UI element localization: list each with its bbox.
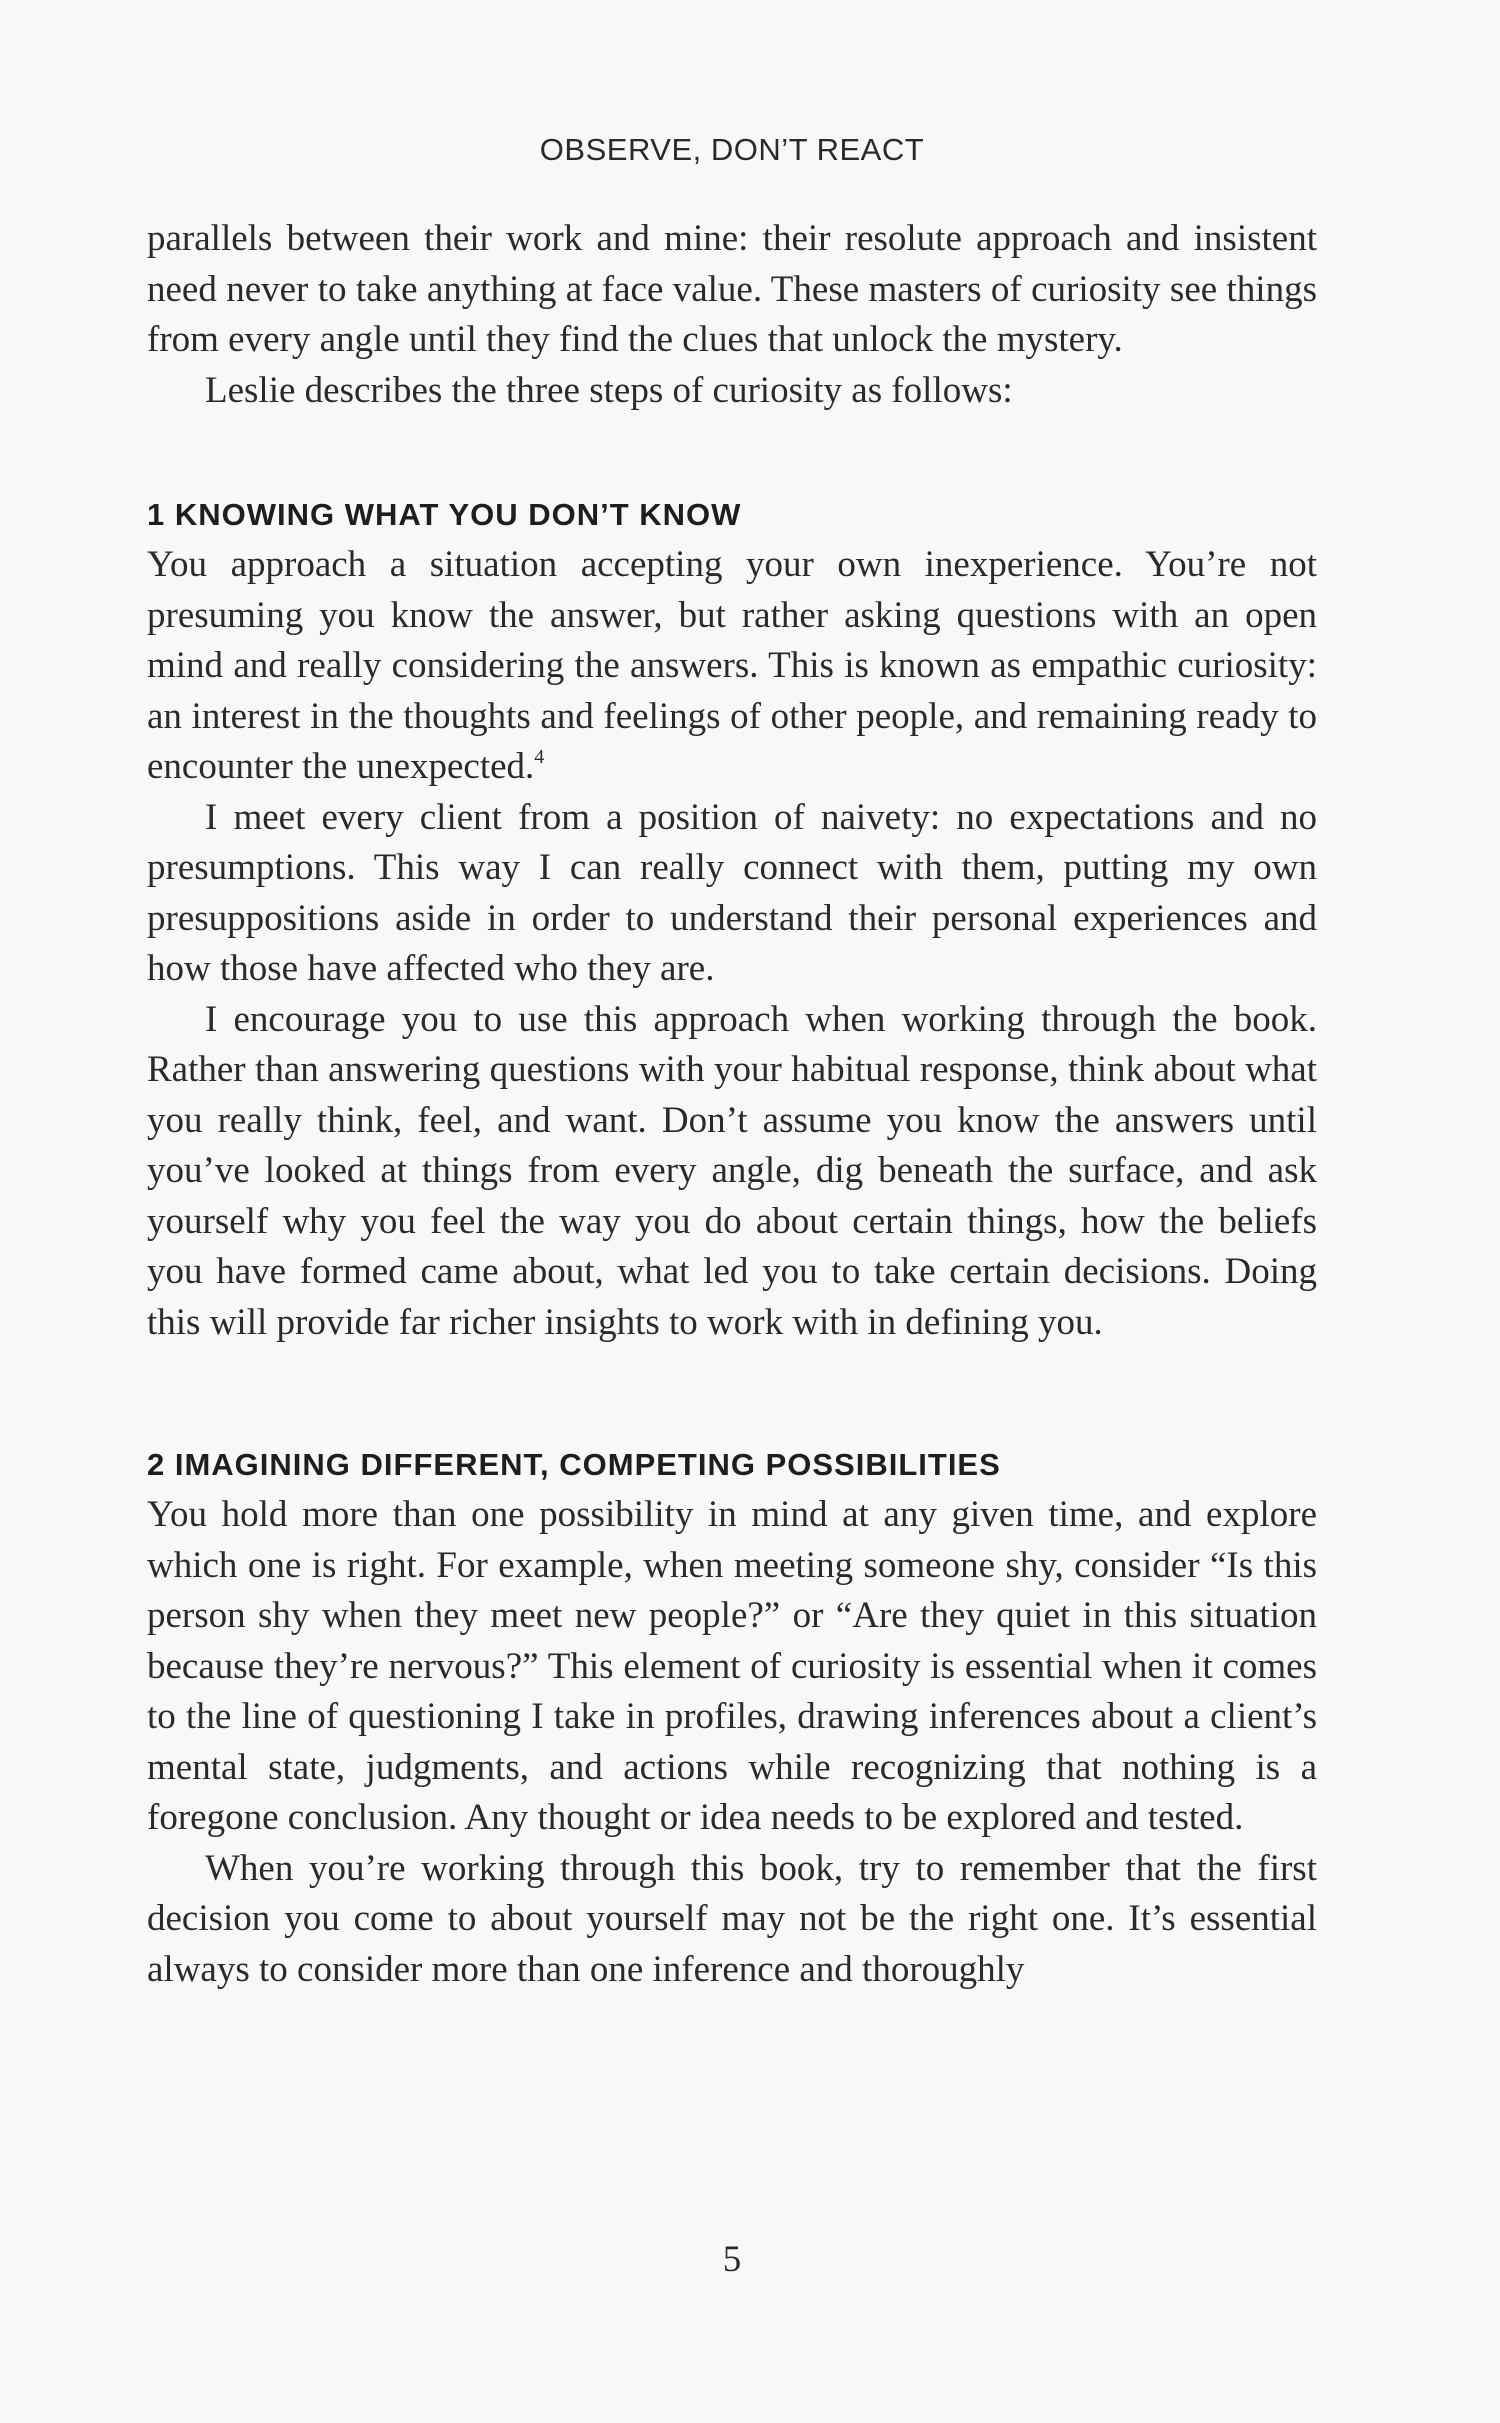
section-1-paragraph-2: I meet every client from a position of naivety: no expectations and no presumptions. This way I can really connect with them, putting my own presuppositions aside in order to understand their personal experiences and how those have affected who they are.	[147, 796, 1317, 989]
book-page	[147, 0, 1317, 2423]
section-1	[147, 490, 1317, 1348]
section-1-paragraph-1	[147, 540, 1317, 793]
page-number: 5	[722, 2239, 742, 2280]
intro-paragraph-2: Leslie describes the three steps of curiosity as follows:	[205, 369, 1013, 411]
section-2-paragraph-1: You hold more than one possibility in mind at any given time, and explore which one is right. For example, when meeting someone shy, consider “Is this person shy when they meet new people?” or “Are they quiet in this situation because they’re nervous?” This element of curiosity is essential when it comes to the line of questioning I take in profiles, drawing inferences about a client’s mental state, judgments, and actions while recognizing that nothing is a foregone conclusion. Any thought or idea needs to be explored and tested.	[147, 1494, 1317, 1838]
footnote-marker: 4	[534, 746, 545, 768]
section-2	[147, 1440, 1317, 1995]
section-1-heading: 1 KNOWING WHAT YOU DON’T KNOW	[147, 497, 742, 532]
section-1-paragraph-3: I encourage you to use this approach when working through the book. Rather than answering questions with your habitual response, think about what you really think, feel, and want. Don’t assume you know the answers until you’ve looked at things from every angle, dig beneath the surface, and ask yourself why you feel the way you do about certain things, how the beliefs you have formed came about, what led you to take certain decisions. Doing this will provide far richer insights to work with in defining you.	[147, 998, 1317, 1343]
body-text	[147, 214, 1317, 1995]
section-1-paragraph-1-text: You approach a situation accepting your own inexperience. You’re not presuming you know the answer, but rather asking questions with an open mind and really considering the answers. This is known as empathic curiosity: an interest in the thoughts and feelings of other people, and remaining ready to encounter the unexpected.	[147, 544, 1317, 787]
section-2-heading: 2 IMAGINING DIFFERENT, COMPETING POSSIBILITIES	[147, 1447, 1001, 1482]
intro-paragraph-1: parallels between their work and mine: their resolute approach and insistent need never to take anything at face value. These masters of curiosity see things from every angle until they find the clues that unlock the mystery.	[147, 218, 1317, 360]
running-head: OBSERVE, DON’T REACT	[539, 132, 925, 167]
section-2-paragraph-2: When you’re working through this book, try to remember that the first decision you come to about yourself may not be the right one. It’s essential always to consider more than one inference and thoroughly	[147, 1847, 1317, 1990]
